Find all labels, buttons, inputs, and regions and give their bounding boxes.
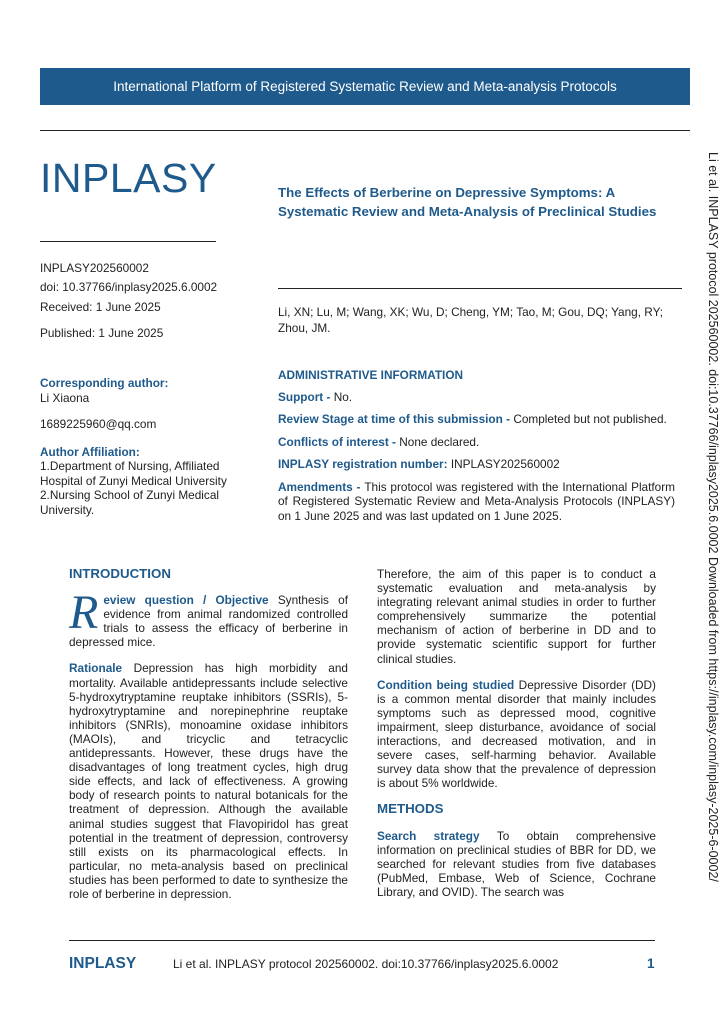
protocol-id: INPLASY202560002 <box>40 261 149 275</box>
aim-paragraph: Therefore, the aim of this paper is to conduct a systematic evaluation and meta-analysis by integrating relevant animal studies in order to further comprehensively summarize the potential mechanism of action of berberine in DD and to provide systematic scientific support for further clinical studies. <box>377 567 656 666</box>
search-strategy-label: Search strategy <box>377 828 497 843</box>
corresponding-author-email[interactable]: 1689225960@qq.com <box>40 417 157 431</box>
author-list: Li, XN; Lu, M; Wang, XK; Wu, D; Cheng, YM; Tao, M; Gou, DQ; Yang, RY; Zhou, JM. <box>278 305 663 335</box>
affiliation-1: 1.Department of Nursing, Affiliated Hospital of Zunyi Medical University <box>40 459 227 488</box>
footer-rule <box>69 940 655 941</box>
amendments-label: Amendments - <box>278 479 365 494</box>
review-stage-line <box>278 412 675 427</box>
condition-paragraph <box>377 678 656 791</box>
affiliation-label: Author Affiliation: <box>40 444 140 459</box>
registration-value: INPLASY202560002 <box>450 457 560 471</box>
search-strategy-text: To obtain comprehensive information on preclinical studies of BBR for DD, we searched for relevant studies from five databases (PubMed, Embase, Web of Science, Cochrane Library, and OVID). The search was <box>377 828 656 899</box>
page-number: 1 <box>647 956 655 971</box>
published-date: Published: 1 June 2025 <box>40 326 164 340</box>
support-value: No. <box>333 389 353 404</box>
received-date: Received: 1 June 2025 <box>40 300 161 314</box>
condition-text: Depressive Disorder (DD) is a common mental disorder that mainly includes symptoms such as depressed mood, cognitive impairment, sleep disturbance, avoidance of social interactions, and decreased motivation, and in severe cases, self-harming behavior. Available survey data show that the prevalence of depression is about 5% worldwide. <box>377 677 656 791</box>
vertical-citation <box>703 152 723 882</box>
paper-title: The Effects of Berberine on Depressive Symptoms: A Systematic Review and Meta-Analysis of Preclinical Studies <box>278 185 657 219</box>
conflicts-label: Conflicts of interest - <box>278 434 400 449</box>
brand-rule <box>40 241 216 242</box>
registration-line <box>278 457 675 472</box>
review-question-text: Synthesis of evidence from animal randomized controlled trials to assess the efficacy of berberine in depressed mice. <box>69 593 348 650</box>
corresponding-author-label: Corresponding author: <box>40 376 169 390</box>
conflicts-value: None declared. <box>399 434 480 449</box>
footer-citation: Li et al. INPLASY protocol 202560002. doi:10.37766/inplasy2025.6.0002 <box>173 957 559 971</box>
top-rule <box>40 130 690 131</box>
review-stage-label: Review Stage at time of this submission - <box>278 412 514 426</box>
amendments-value: This protocol was registered with the International Platform of Registered Systematic Review and Meta-Analysis Protocols (INPLASY) on 1 June 2025 and was last updated on 1 June 2025. <box>278 479 675 523</box>
rationale-label: Rationale <box>69 661 134 676</box>
sidebar-info <box>40 376 250 517</box>
doi-link[interactable]: doi: 10.37766/inplasy2025.6.0002 <box>40 280 218 294</box>
rationale-paragraph <box>69 661 348 901</box>
rationale-text: Depression has high morbidity and mortality. Available antidepressants include selective 5-hydroxytryptamine reuptake inhibitors (SSRIs), 5-hydroxytryptamine and norepinephrine reuptake inhibitors (SNRIs), monoamine oxidase inhibitors (MAOIs), and tricyclic and tetracyclic antidepressants. However, these drugs have the disadvantages of long treatment cycles, high drug side effects, and lack of effectiveness. A growing body of research points to natural botanicals for the treatment of depression. Although the available animal studies suggest that Flavopiridol has great potential in the treatment of depression, controversy still exists on its pharmacological effects. In particular, no meta-analysis based on preclinical studies has been performed to date to synthesize the role of berberine in depression. <box>69 661 348 901</box>
title-rule <box>278 288 682 289</box>
amendments-line <box>278 480 675 524</box>
support-label: Support - <box>278 389 334 404</box>
vertical-citation-text[interactable]: Li et al. INPLASY protocol 202560002. doi:10.37766/inplasy2025.6.0002 Downloaded from https://inplasy.com/inplasy-2025-6-0002/ <box>706 152 720 882</box>
body-column-right <box>377 567 656 911</box>
admin-heading: ADMINISTRATIVE INFORMATION <box>278 368 464 382</box>
methods-heading: METHODS <box>377 801 444 817</box>
review-question-label: eview question / Objective <box>103 593 278 608</box>
banner-text: International Platform of Registered Systematic Review and Meta-analysis Protocols <box>113 79 617 94</box>
affiliation-2: 2.Nursing School of Zunyi Medical University. <box>40 488 220 517</box>
drop-cap: R <box>69 586 99 640</box>
introduction-heading: INTRODUCTION <box>69 566 171 581</box>
registration-label: INPLASY registration number: <box>278 457 451 471</box>
header-banner <box>40 68 690 105</box>
conflicts-line <box>278 435 675 450</box>
search-strategy-paragraph <box>377 829 656 899</box>
review-question-paragraph <box>69 586 348 650</box>
body-column-left <box>69 567 348 913</box>
review-stage-value: Completed but not published. <box>513 412 667 426</box>
condition-label: Condition being studied <box>377 677 519 692</box>
brand-logo-text: INPLASY <box>40 155 217 201</box>
corresponding-author-name: Li Xiaona <box>40 390 90 405</box>
footer-brand: INPLASY <box>69 955 137 972</box>
administrative-info <box>278 368 675 531</box>
support-line <box>278 390 675 405</box>
